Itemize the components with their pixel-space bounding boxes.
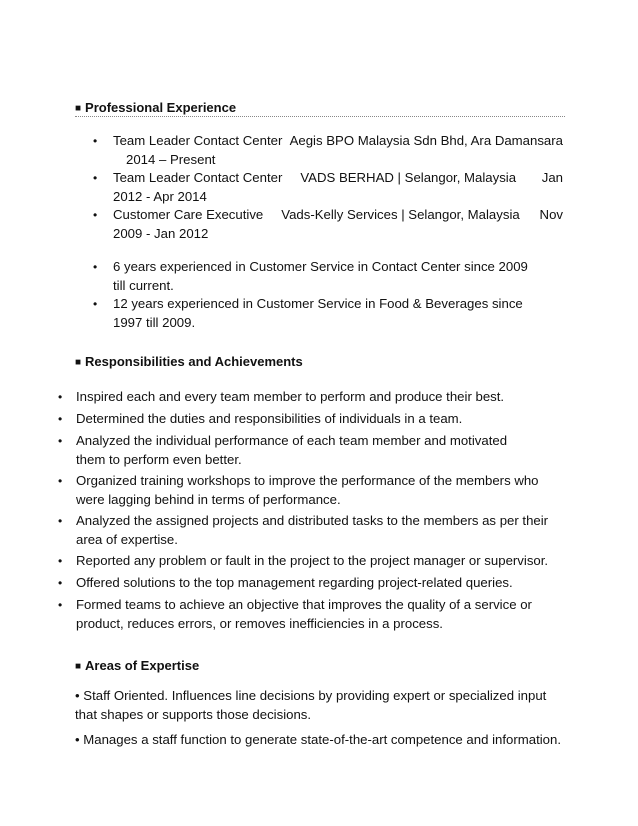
job-company: Vads-Kelly Services | Selangor, Malaysia: [281, 207, 520, 222]
job-item: [93, 132, 563, 169]
responsibility-item: • Formed teams to achieve an objective that improves the quality of a service or product, reduces errors, or removes inefficiencies in a process.: [58, 597, 532, 631]
bullet-icon: •: [58, 598, 63, 612]
responsibility-item: • Inspired each and every team member to perform and produce their best.: [58, 388, 568, 407]
section-heading-expertise: ■ Areas of Expertise: [75, 658, 200, 673]
job-period: 2012 - Apr 2014: [113, 188, 207, 204]
bullet-icon: •: [58, 474, 63, 488]
job-company: Aegis BPO Malaysia Sdn Bhd, Ara Damansara: [289, 133, 563, 148]
job-period-start: Jan: [541, 170, 563, 185]
job-item: [93, 206, 563, 243]
summary-item: • 6 years experienced in Customer Service in Contact Center since 2009 till current.: [93, 259, 528, 293]
job-item: [93, 169, 563, 206]
responsibility-item: • Analyzed the assigned projects and distributed tasks to the members as per their area of expertise.: [58, 513, 549, 547]
job-title: Customer Care Executive: [113, 207, 264, 222]
bullet-icon: •: [93, 208, 98, 222]
bullet-icon: •: [58, 554, 63, 568]
bullet-icon: •: [93, 134, 98, 148]
bullet-icon: •: [58, 412, 63, 426]
expertise-item: • Staff Oriented. Influences line decisions by providing expert or specialized input that shapes or supports those decisions.: [75, 688, 547, 722]
summary-item: • 12 years experienced in Customer Service in Food & Beverages since 1997 till 2009.: [93, 296, 523, 330]
square-bullet-icon: ■: [75, 103, 82, 114]
job-period: 2014 – Present: [126, 151, 216, 167]
job-company: VADS BERHAD | Selangor, Malaysia: [300, 170, 517, 185]
bullet-icon: •: [58, 390, 63, 404]
bullet-icon: •: [93, 171, 98, 185]
responsibility-item: • Organized training workshops to improve the performance of the members who were lagging behind in terms of performance.: [58, 473, 539, 507]
bullet-icon: •: [58, 576, 63, 590]
responsibility-item: • Offered solutions to the top management regarding project-related queries.: [58, 574, 568, 593]
bullet-icon: •: [93, 297, 98, 311]
section-heading-responsibilities: ■ Responsibilities and Achievements: [75, 354, 303, 369]
responsibility-item: • Determined the duties and responsibilities of individuals in a team.: [58, 410, 568, 429]
section-heading-professional-experience: ■ Professional Experience: [75, 100, 237, 115]
bullet-icon: •: [58, 434, 63, 448]
section-divider: [75, 116, 565, 117]
job-title: Team Leader Contact Center: [113, 133, 283, 148]
square-bullet-icon: ■: [75, 661, 82, 672]
responsibility-item: • Analyzed the individual performance of each team member and motivated them to perform even better.: [58, 433, 508, 467]
job-period: 2009 - Jan 2012: [113, 225, 209, 241]
bullet-icon: •: [93, 260, 98, 274]
square-bullet-icon: ■: [75, 357, 82, 368]
bullet-icon: •: [58, 514, 63, 528]
expertise-item: • Manages a staff function to generate state-of-the-art competence and information.: [75, 732, 561, 747]
job-title: Team Leader Contact Center: [113, 170, 283, 185]
responsibility-item: • Reported any problem or fault in the project to the project manager or supervisor.: [58, 552, 568, 571]
job-period-start: Nov: [539, 207, 563, 222]
